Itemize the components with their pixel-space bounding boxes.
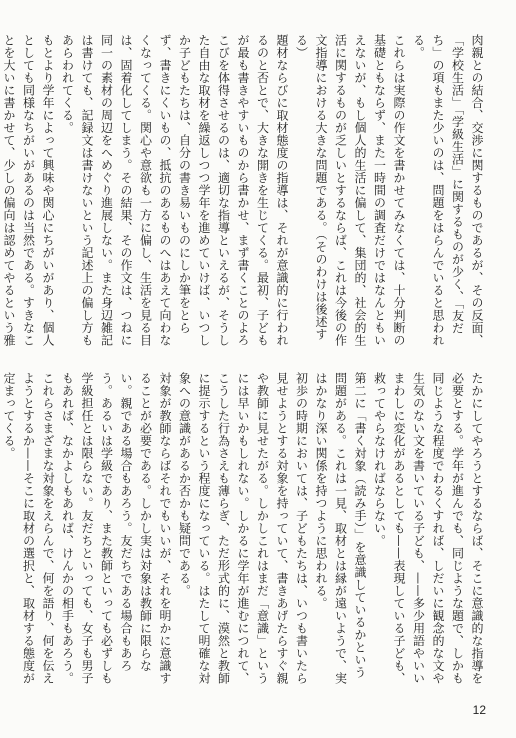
paragraph: もとより学年によって興味や関心にちがいがあり、個人としても同様なちがいがあるのは当然である。すきなことを大いに書かせて、少しの偏向は認めてやるという雅 [2, 34, 55, 347]
paragraph: たかにしてやろうとするならば、そこに意識的な指導を必要とする。学年が進んでも、同じような題で、しかも同じような程度でわるくすれば、しだいに観念的な文や生気のない文を書いている子ども、——多少用語やいいまわしに変化があるとしても——表現している子ども、救ってやらなければならない。 [372, 372, 484, 685]
paragraph: 対象が教師ならばそれでもいいが、それを明かに意識することが必要である。しかし実は対象は教師に限らない。親である場合もあろう。友だちである場合もあろう。あるいは学級であり、また教師といっても必ずしも学級担任とは限らない。友だちといっても、女子も男子もあれば、なかよしもあれば、けんかの相手もあろう。 [60, 372, 172, 685]
paragraph: 初歩の時期においては、子どもたちは、いつも書いたら見せようとする対象を持っていて、書きあげたらすぐ親や教師に見せたがる。しかしこれはまだ「意識」というには早いかもしれない。しかるに学年が進むにつれて、こうした行為さえも薄らぎ、ただ形式的に、漠然と教師に提示するという程度になっている。はたして明確な対象への意識があるか否かも疑問である。 [177, 372, 309, 685]
upper-text-block [0, 34, 486, 352]
paragraph: 第二に「書く対象（読み手）」を意識しているかという問題がある。これは一見、取材とは縁が遠いようで、実はかなり深い関係を持つように思われる。 [314, 372, 367, 685]
paragraph: 題材ならびに取材態度の指導は、それが意識的に行われるのと否とで、大きな開きを生じてくる。最初、子どもが最も書きやすいものから書かせ、まず書くことのよろこびを体得させるのは、適切な指導といえるが、そうした自由な取材を繰返しつつ学年を進めていけば、いつしか子どもたちは、自分の書き易いものにしか筆をとらず、書きにくいもの、抵抗のあるものへはあえて向わなくなってくる。関心や意欲も一方に偏し、生活を見る目は、固着化してしまう。その結果、その作文は、つねに同一の素材の周辺をへめぐり進展しない。また身辺雑記は書けても、記録文は書けないという記述上の偏し方もあらわれてくる。 [60, 34, 289, 347]
paragraph: これらは実際の作文を書かせてみなくては、十分判断の基礎ともならず、また一時間の調査だけではなんともいえないが、もし個人的生活に偏して、集団的、社会的生活に関するものが乏しいとするならば、これは今後の作文指導における大きな問題である。（そのわけは後述する） [294, 34, 406, 347]
paragraph: 肉親との結合、交渉に関するものであるが、その反面、「学校生活」「学級生活」に関するものが少く、「友だち」の項もまた少いのは、問題をはらんでいると思われる。 [411, 34, 484, 347]
page-number: 12 [472, 703, 486, 717]
lower-text-block [0, 372, 486, 690]
paragraph: これらさまざまな対象をえらんで、何を語り、何を伝えようとするか——そこに取材の選択と、取材する態度が定まってくる。 [2, 372, 55, 685]
